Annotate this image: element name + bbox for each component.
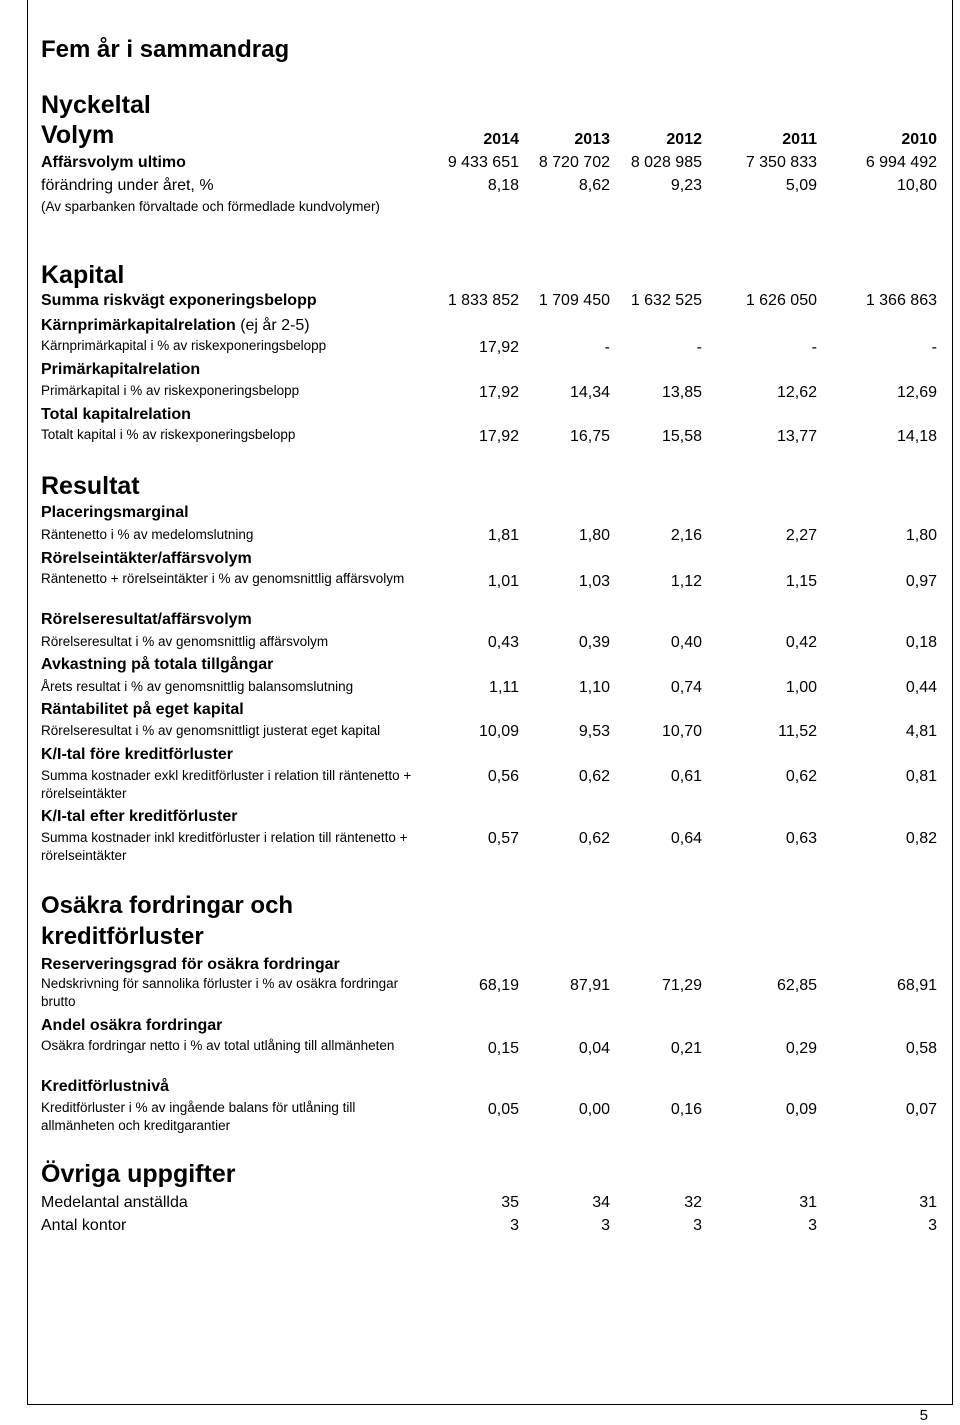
value-cell: 12,69 (896, 384, 937, 401)
ovriga-heading: Övriga uppgifter (41, 1160, 236, 1188)
value-cell: 34 (592, 1194, 610, 1211)
value-cell: 17,92 (478, 428, 519, 445)
resultat-group-label: Räntenetto i % av medelomslutning (41, 527, 254, 542)
value-cell: 1,03 (578, 573, 610, 590)
value-cell: 4,81 (905, 723, 937, 740)
value-cell: 8 028 985 (630, 154, 702, 171)
value-cell: 16,75 (569, 428, 610, 445)
resultat-heading: Resultat (41, 472, 140, 500)
primar-label: Primärkapital i % av riskexponeringsbelopp (41, 383, 300, 398)
value-cell: 5,09 (785, 177, 817, 194)
resultat-group-label: Summa kostnader exkl kreditförluster i relation till räntenetto + rörelseintäkter (41, 768, 412, 801)
value-cell: 13,77 (776, 428, 817, 445)
resultat-group-label: Rörelseresultat i % av genomsnittligt justerat eget kapital (41, 723, 381, 738)
value-cell: 0,44 (905, 679, 937, 696)
value-cell: 1 632 525 (630, 292, 702, 309)
value-cell: 0,18 (905, 634, 937, 651)
osakra-group-heading: Kreditförlustnivå (41, 1078, 170, 1095)
value-cell: 8 720 702 (538, 154, 610, 171)
value-cell: 3 (601, 1217, 610, 1234)
value-cell: 3 (693, 1217, 702, 1234)
resultat-group-heading: Räntabilitet på eget kapital (41, 701, 244, 718)
value-cell: 11,52 (778, 723, 817, 740)
resultat-group-heading: Avkastning på totala tillgångar (41, 656, 274, 673)
resultat-group-label: Summa kostnader inkl kreditförluster i relation till räntenetto + rörelseintäkter (41, 830, 408, 863)
nyckeltal-heading: Nyckeltal (41, 91, 151, 119)
value-cell: 0,42 (785, 634, 817, 651)
value-cell: 9 433 651 (447, 154, 519, 171)
value-cell: 0,39 (578, 634, 610, 651)
page-number: 5 (919, 1407, 928, 1424)
value-cell: 1,10 (578, 679, 610, 696)
resultat-group-heading: Rörelseintäkter/affärsvolym (41, 550, 252, 567)
resultat-group-heading: Placeringsmarginal (41, 504, 189, 521)
resultat-group-heading: K/I-tal före kreditförluster (41, 746, 234, 763)
year-2013: 2013 (574, 131, 610, 148)
value-cell: 10,80 (896, 177, 937, 194)
value-cell: 2,27 (785, 527, 817, 544)
value-cell: 0,43 (487, 634, 519, 651)
value-cell: 87,91 (569, 977, 610, 994)
value-cell: 12,62 (776, 384, 817, 401)
value-cell: 0,64 (670, 830, 702, 847)
value-cell: 1 626 050 (745, 292, 817, 309)
value-cell: 1,80 (578, 527, 610, 544)
value-cell: 0,62 (578, 830, 610, 847)
value-cell: 14,34 (569, 384, 610, 401)
year-2012: 2012 (666, 131, 702, 148)
resultat-group-heading: K/I-tal efter kreditförluster (41, 808, 238, 825)
resultat-group-label: Rörelseresultat i % av genomsnittlig affärsvolym (41, 634, 329, 649)
value-cell: 0,21 (670, 1040, 702, 1057)
value-cell: 1,00 (785, 679, 817, 696)
volym-note: (Av sparbanken förvaltade och förmedlade kundvolymer) (41, 199, 380, 214)
value-cell: 71,29 (661, 977, 702, 994)
value-cell: 8,62 (578, 177, 610, 194)
value-cell: 1 833 852 (447, 292, 519, 309)
value-cell: 14,18 (896, 428, 937, 445)
value-cell: 0,82 (905, 830, 937, 847)
resultat-group-heading: Rörelseresultat/affärsvolym (41, 611, 252, 628)
primar-heading: Primärkapitalrelation (41, 361, 201, 378)
resultat-group-label: Räntenetto + rörelseintäkter i % av genomsnittlig affärsvolym (41, 571, 405, 586)
affarsvolym-label: Affärsvolym ultimo (41, 154, 186, 171)
value-cell: 0,29 (785, 1040, 817, 1057)
value-cell: 1,15 (785, 573, 817, 590)
page-content (40, 0, 940, 1425)
value-cell: 1 709 450 (538, 292, 610, 309)
kapital-heading: Kapital (41, 261, 125, 289)
value-cell: 17,92 (478, 339, 519, 356)
value-cell: 0,04 (578, 1040, 610, 1057)
karnprimar-heading-text: Kärnprimärkapitalrelation (41, 317, 236, 334)
antal-kontor-label: Antal kontor (41, 1217, 127, 1234)
total-kapital-label: Totalt kapital i % av riskexponeringsbelopp (41, 427, 296, 442)
value-cell: 0,63 (785, 830, 817, 847)
value-cell: 1,11 (489, 679, 519, 696)
year-2010: 2010 (901, 131, 937, 148)
value-cell: 31 (919, 1194, 937, 1211)
value-cell: 10,09 (478, 723, 519, 740)
value-cell: 8,18 (487, 177, 519, 194)
value-cell: 0,57 (487, 830, 519, 847)
value-cell: - (696, 339, 702, 356)
value-cell: 68,91 (896, 977, 937, 994)
osakra-heading: Osäkra fordringar och kreditförluster (41, 892, 294, 950)
value-cell: 0,74 (670, 679, 702, 696)
karnprimar-heading (41, 317, 310, 335)
value-cell: - (811, 339, 817, 356)
value-cell: 9,53 (578, 723, 610, 740)
page-title: Fem år i sammandrag (41, 36, 290, 63)
forandring-label: förändring under året, % (41, 177, 214, 194)
riskvagt-label: Summa riskvägt exponeringsbelopp (41, 292, 317, 309)
value-cell: 0,58 (905, 1040, 937, 1057)
value-cell: 0,16 (670, 1101, 702, 1118)
value-cell: 1,01 (487, 573, 519, 590)
value-cell: 17,92 (478, 384, 519, 401)
value-cell: 0,62 (578, 768, 610, 785)
value-cell: 35 (501, 1194, 519, 1211)
total-kapital-heading: Total kapitalrelation (41, 406, 191, 423)
value-cell: 0,05 (487, 1101, 519, 1118)
value-cell: 1 366 863 (865, 292, 937, 309)
value-cell: 0,56 (487, 768, 519, 785)
value-cell: 0,09 (785, 1101, 817, 1118)
value-cell: 0,97 (905, 573, 937, 590)
value-cell: 2,16 (670, 527, 702, 544)
osakra-group-label: Kreditförluster i % av ingående balans för utlåning till allmänheten och kreditgarantier (41, 1100, 356, 1133)
medelantal-label: Medelantal anställda (41, 1194, 188, 1211)
value-cell: 68,19 (478, 977, 519, 994)
osakra-group-heading: Andel osäkra fordringar (41, 1017, 223, 1034)
value-cell: 9,23 (670, 177, 702, 194)
value-cell: - (604, 339, 610, 356)
osakra-group-label: Osäkra fordringar netto i % av total utlåning till allmänheten (41, 1038, 395, 1053)
value-cell: 62,85 (776, 977, 817, 994)
year-2011: 2011 (782, 131, 817, 148)
value-cell: 1,80 (905, 527, 937, 544)
value-cell: 3 (928, 1217, 937, 1234)
value-cell: 0,00 (578, 1101, 610, 1118)
year-2014: 2014 (483, 131, 519, 148)
value-cell: 0,15 (487, 1040, 519, 1057)
volym-heading: Volym (41, 121, 115, 149)
karnprimar-label: Kärnprimärkapital i % av riskexponeringsbelopp (41, 338, 327, 353)
value-cell: 3 (808, 1217, 817, 1234)
value-cell: 0,40 (670, 634, 702, 651)
value-cell: 1,81 (487, 527, 519, 544)
value-cell: 10,70 (661, 723, 702, 740)
value-cell: 32 (684, 1194, 702, 1211)
value-cell: 13,85 (661, 384, 702, 401)
osakra-group-heading: Reserveringsgrad för osäkra fordringar (41, 956, 340, 973)
resultat-group-label: Årets resultat i % av genomsnittlig balansomslutning (41, 679, 354, 694)
value-cell: 7 350 833 (745, 154, 817, 171)
osakra-group-label: Nedskrivning för sannolika förluster i % av osäkra fordringar brutto (41, 976, 399, 1009)
value-cell: 3 (510, 1217, 519, 1234)
value-cell: 31 (799, 1194, 817, 1211)
value-cell: 0,62 (785, 768, 817, 785)
value-cell: 0,61 (670, 768, 702, 785)
value-cell: 1,12 (670, 573, 702, 590)
value-cell: 6 994 492 (865, 154, 937, 171)
value-cell: 0,81 (905, 768, 937, 785)
karnprimar-heading-suffix: (ej år 2-5) (240, 317, 310, 334)
value-cell: - (931, 339, 937, 356)
value-cell: 0,07 (905, 1101, 937, 1118)
value-cell: 15,58 (661, 428, 702, 445)
